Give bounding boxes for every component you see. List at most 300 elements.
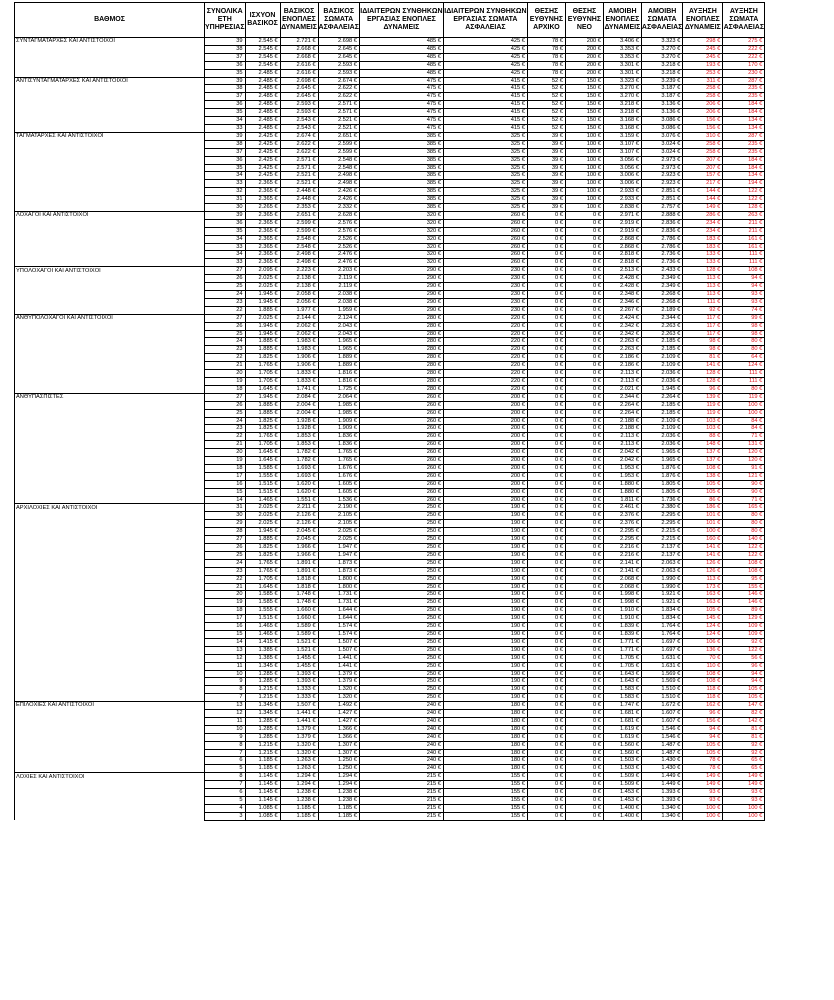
raise-security-cell: 99 € bbox=[723, 314, 765, 322]
raise-armed-cell: 286 € bbox=[683, 211, 723, 219]
special-armed-cell: 250 € bbox=[359, 599, 443, 607]
current-basic-cell: 1.215 € bbox=[245, 686, 280, 694]
position-initial-cell: 0 € bbox=[527, 678, 565, 686]
raise-armed-cell: 119 € bbox=[683, 401, 723, 409]
raise-armed-cell: 126 € bbox=[683, 559, 723, 567]
basic-security-cell: 1.836 € bbox=[318, 433, 359, 441]
position-new-cell: 0 € bbox=[565, 275, 603, 283]
current-basic-cell: 2.365 € bbox=[245, 259, 280, 267]
pay-security-cell: 1.340 € bbox=[641, 804, 682, 812]
table-row bbox=[15, 385, 765, 393]
basic-security-cell: 2.043 € bbox=[318, 330, 359, 338]
table-row bbox=[15, 148, 765, 156]
special-armed-cell: 385 € bbox=[359, 204, 443, 212]
special-security-cell: 200 € bbox=[443, 425, 527, 433]
raise-armed-cell: 100 € bbox=[683, 528, 723, 536]
position-initial-cell: 0 € bbox=[527, 630, 565, 638]
pay-security-cell: 2.036 € bbox=[641, 370, 682, 378]
position-new-cell: 100 € bbox=[565, 180, 603, 188]
special-armed-cell: 290 € bbox=[359, 267, 443, 275]
table-row bbox=[15, 630, 765, 638]
header-pay-security: ΑΜΟΙΒΗ ΣΩΜΑΤΑ ΑΣΦΑΛΕΙΑΣ bbox=[641, 3, 682, 38]
position-initial-cell: 0 € bbox=[527, 662, 565, 670]
pay-security-cell: 2.923 € bbox=[641, 180, 682, 188]
raise-security-cell: 91 € bbox=[723, 464, 765, 472]
pay-security-cell: 2.063 € bbox=[641, 567, 682, 575]
special-security-cell: 190 € bbox=[443, 583, 527, 591]
special-security-cell: 200 € bbox=[443, 488, 527, 496]
years-cell: 24 bbox=[205, 291, 246, 299]
special-armed-cell: 475 € bbox=[359, 124, 443, 132]
pay-security-cell: 2.786 € bbox=[641, 243, 682, 251]
pay-security-cell: 2.264 € bbox=[641, 393, 682, 401]
pay-armed-cell: 1.560 € bbox=[603, 749, 641, 757]
current-basic-cell: 1.705 € bbox=[245, 370, 280, 378]
pay-security-cell: 2.973 € bbox=[641, 164, 682, 172]
current-basic-cell: 1.085 € bbox=[245, 812, 280, 820]
years-cell: 22 bbox=[205, 354, 246, 362]
position-initial-cell: 0 € bbox=[527, 370, 565, 378]
position-new-cell: 0 € bbox=[565, 267, 603, 275]
table-row bbox=[15, 717, 765, 725]
basic-armed-cell: 1.891 € bbox=[280, 567, 318, 575]
basic-security-cell: 1.379 € bbox=[318, 678, 359, 686]
pay-security-cell: 1.965 € bbox=[641, 449, 682, 457]
position-new-cell: 0 € bbox=[565, 567, 603, 575]
special-armed-cell: 240 € bbox=[359, 725, 443, 733]
pay-armed-cell: 1.998 € bbox=[603, 599, 641, 607]
pay-armed-cell: 2.919 € bbox=[603, 219, 641, 227]
basic-security-cell: 2.498 € bbox=[318, 180, 359, 188]
pay-armed-cell: 2.818 € bbox=[603, 259, 641, 267]
years-cell: 32 bbox=[205, 188, 246, 196]
current-basic-cell: 1.765 € bbox=[245, 559, 280, 567]
grade-cell bbox=[15, 630, 205, 638]
basic-armed-cell: 1.333 € bbox=[280, 686, 318, 694]
pay-armed-cell: 3.107 € bbox=[603, 140, 641, 148]
pay-armed-cell: 2.042 € bbox=[603, 449, 641, 457]
grade-cell bbox=[15, 346, 205, 354]
special-armed-cell: 240 € bbox=[359, 741, 443, 749]
special-security-cell: 325 € bbox=[443, 172, 527, 180]
table-row bbox=[15, 773, 765, 781]
salary-table bbox=[14, 2, 765, 821]
pay-security-cell: 2.109 € bbox=[641, 425, 682, 433]
pay-security-cell: 2.063 € bbox=[641, 559, 682, 567]
position-initial-cell: 0 € bbox=[527, 654, 565, 662]
position-new-cell: 0 € bbox=[565, 457, 603, 465]
table-row bbox=[15, 235, 765, 243]
raise-armed-cell: 141 € bbox=[683, 544, 723, 552]
position-new-cell: 100 € bbox=[565, 164, 603, 172]
basic-armed-cell: 1.185 € bbox=[280, 804, 318, 812]
basic-armed-cell: 1.693 € bbox=[280, 464, 318, 472]
basic-armed-cell: 1.185 € bbox=[280, 812, 318, 820]
pay-armed-cell: 2.348 € bbox=[603, 291, 641, 299]
pay-security-cell: 3.136 € bbox=[641, 109, 682, 117]
special-security-cell: 200 € bbox=[443, 433, 527, 441]
pay-armed-cell: 2.428 € bbox=[603, 283, 641, 291]
special-armed-cell: 385 € bbox=[359, 140, 443, 148]
grade-cell: ΑΝΘΥΠΟΛΟΧΑΓΟΙ ΚΑΙ ΑΝΤΙΣΤΟΙΧΟΙ bbox=[15, 314, 205, 322]
special-security-cell: 190 € bbox=[443, 536, 527, 544]
years-cell: 29 bbox=[205, 520, 246, 528]
pay-armed-cell: 2.342 € bbox=[603, 330, 641, 338]
grade-cell bbox=[15, 607, 205, 615]
position-initial-cell: 0 € bbox=[527, 623, 565, 631]
pay-armed-cell: 2.186 € bbox=[603, 362, 641, 370]
position-initial-cell: 0 € bbox=[527, 243, 565, 251]
table-row bbox=[15, 204, 765, 212]
basic-armed-cell: 2.616 € bbox=[280, 69, 318, 77]
special-security-cell: 260 € bbox=[443, 243, 527, 251]
raise-security-cell: 122 € bbox=[723, 188, 765, 196]
basic-armed-cell: 1.660 € bbox=[280, 607, 318, 615]
special-security-cell: 190 € bbox=[443, 599, 527, 607]
grade-cell: ΛΟΧΑΓΟΙ ΚΑΙ ΑΝΤΙΣΤΟΙΧΟΙ bbox=[15, 211, 205, 219]
pay-armed-cell: 3.006 € bbox=[603, 180, 641, 188]
basic-armed-cell: 1.741 € bbox=[280, 385, 318, 393]
basic-security-cell: 1.605 € bbox=[318, 480, 359, 488]
raise-security-cell: 105 € bbox=[723, 686, 765, 694]
special-security-cell: 325 € bbox=[443, 180, 527, 188]
basic-security-cell: 1.676 € bbox=[318, 464, 359, 472]
current-basic-cell: 1.285 € bbox=[245, 725, 280, 733]
table-row bbox=[15, 464, 765, 472]
basic-security-cell: 1.427 € bbox=[318, 710, 359, 718]
raise-armed-cell: 156 € bbox=[683, 124, 723, 132]
years-cell: 38 bbox=[205, 140, 246, 148]
basic-armed-cell: 1.333 € bbox=[280, 694, 318, 702]
raise-armed-cell: 310 € bbox=[683, 132, 723, 140]
special-armed-cell: 260 € bbox=[359, 464, 443, 472]
pay-armed-cell: 3.056 € bbox=[603, 156, 641, 164]
basic-security-cell: 1.427 € bbox=[318, 717, 359, 725]
pay-armed-cell: 2.295 € bbox=[603, 528, 641, 536]
special-armed-cell: 260 € bbox=[359, 496, 443, 504]
special-armed-cell: 250 € bbox=[359, 591, 443, 599]
basic-armed-cell: 1.818 € bbox=[280, 583, 318, 591]
basic-armed-cell: 2.543 € bbox=[280, 124, 318, 132]
grade-cell bbox=[15, 733, 205, 741]
pay-security-cell: 1.697 € bbox=[641, 638, 682, 646]
special-armed-cell: 475 € bbox=[359, 101, 443, 109]
position-new-cell: 0 € bbox=[565, 733, 603, 741]
pay-armed-cell: 1.953 € bbox=[603, 472, 641, 480]
basic-security-cell: 2.599 € bbox=[318, 140, 359, 148]
special-armed-cell: 280 € bbox=[359, 346, 443, 354]
position-initial-cell: 78 € bbox=[527, 53, 565, 61]
pay-security-cell: 2.836 € bbox=[641, 219, 682, 227]
table-row bbox=[15, 172, 765, 180]
special-security-cell: 230 € bbox=[443, 306, 527, 314]
current-basic-cell: 2.025 € bbox=[245, 520, 280, 528]
current-basic-cell: 1.825 € bbox=[245, 544, 280, 552]
raise-security-cell: 100 € bbox=[723, 804, 765, 812]
pay-armed-cell: 2.376 € bbox=[603, 520, 641, 528]
table-row bbox=[15, 38, 765, 46]
pay-security-cell: 2.109 € bbox=[641, 417, 682, 425]
years-cell: 25 bbox=[205, 330, 246, 338]
position-initial-cell: 0 € bbox=[527, 781, 565, 789]
raise-armed-cell: 117 € bbox=[683, 314, 723, 322]
basic-armed-cell: 2.548 € bbox=[280, 243, 318, 251]
special-security-cell: 200 € bbox=[443, 449, 527, 457]
position-initial-cell: 0 € bbox=[527, 464, 565, 472]
table-row bbox=[15, 544, 765, 552]
raise-armed-cell: 105 € bbox=[683, 607, 723, 615]
raise-armed-cell: 234 € bbox=[683, 227, 723, 235]
position-initial-cell: 0 € bbox=[527, 725, 565, 733]
raise-security-cell: 287 € bbox=[723, 132, 765, 140]
grade-cell bbox=[15, 457, 205, 465]
pay-security-cell: 1.607 € bbox=[641, 710, 682, 718]
grade-cell bbox=[15, 615, 205, 623]
raise-security-cell: 155 € bbox=[723, 583, 765, 591]
current-basic-cell: 2.425 € bbox=[245, 156, 280, 164]
basic-security-cell: 2.119 € bbox=[318, 275, 359, 283]
raise-security-cell: 111 € bbox=[723, 259, 765, 267]
special-armed-cell: 475 € bbox=[359, 85, 443, 93]
position-new-cell: 150 € bbox=[565, 124, 603, 132]
basic-armed-cell: 2.616 € bbox=[280, 61, 318, 69]
special-security-cell: 325 € bbox=[443, 148, 527, 156]
position-initial-cell: 39 € bbox=[527, 188, 565, 196]
basic-security-cell: 1.320 € bbox=[318, 686, 359, 694]
years-cell: 20 bbox=[205, 591, 246, 599]
raise-armed-cell: 138 € bbox=[683, 472, 723, 480]
basic-armed-cell: 2.498 € bbox=[280, 251, 318, 259]
position-initial-cell: 0 € bbox=[527, 259, 565, 267]
grade-cell bbox=[15, 559, 205, 567]
basic-armed-cell: 2.448 € bbox=[280, 196, 318, 204]
grade-cell bbox=[15, 370, 205, 378]
table-row bbox=[15, 180, 765, 188]
special-security-cell: 200 € bbox=[443, 457, 527, 465]
basic-security-cell: 1.250 € bbox=[318, 757, 359, 765]
current-basic-cell: 1.215 € bbox=[245, 741, 280, 749]
years-cell: 8 bbox=[205, 741, 246, 749]
raise-armed-cell: 133 € bbox=[683, 251, 723, 259]
position-new-cell: 0 € bbox=[565, 686, 603, 694]
position-initial-cell: 0 € bbox=[527, 417, 565, 425]
pay-security-cell: 1.631 € bbox=[641, 662, 682, 670]
pay-armed-cell: 2.295 € bbox=[603, 536, 641, 544]
years-cell: 26 bbox=[205, 322, 246, 330]
special-armed-cell: 250 € bbox=[359, 686, 443, 694]
special-security-cell: 180 € bbox=[443, 741, 527, 749]
position-initial-cell: 0 € bbox=[527, 615, 565, 623]
years-cell: 25 bbox=[205, 551, 246, 559]
position-initial-cell: 0 € bbox=[527, 393, 565, 401]
raise-armed-cell: 78 € bbox=[683, 757, 723, 765]
position-new-cell: 0 € bbox=[565, 544, 603, 552]
position-initial-cell: 0 € bbox=[527, 449, 565, 457]
special-security-cell: 200 € bbox=[443, 409, 527, 417]
pay-security-cell: 2.349 € bbox=[641, 283, 682, 291]
basic-armed-cell: 2.138 € bbox=[280, 275, 318, 283]
pay-security-cell: 2.268 € bbox=[641, 291, 682, 299]
table-row bbox=[15, 45, 765, 53]
basic-security-cell: 2.105 € bbox=[318, 512, 359, 520]
position-initial-cell: 0 € bbox=[527, 401, 565, 409]
table-row bbox=[15, 599, 765, 607]
years-cell: 11 bbox=[205, 717, 246, 725]
special-security-cell: 425 € bbox=[443, 45, 527, 53]
position-initial-cell: 52 € bbox=[527, 124, 565, 132]
raise-security-cell: 100 € bbox=[723, 409, 765, 417]
special-armed-cell: 240 € bbox=[359, 749, 443, 757]
pay-armed-cell: 2.868 € bbox=[603, 243, 641, 251]
pay-armed-cell: 3.270 € bbox=[603, 85, 641, 93]
grade-cell bbox=[15, 670, 205, 678]
current-basic-cell: 1.145 € bbox=[245, 789, 280, 797]
special-armed-cell: 260 € bbox=[359, 425, 443, 433]
raise-security-cell: 80 € bbox=[723, 528, 765, 536]
position-initial-cell: 0 € bbox=[527, 520, 565, 528]
current-basic-cell: 1.345 € bbox=[245, 710, 280, 718]
position-new-cell: 0 € bbox=[565, 377, 603, 385]
special-security-cell: 190 € bbox=[443, 678, 527, 686]
basic-armed-cell: 1.263 € bbox=[280, 765, 318, 773]
table-row bbox=[15, 156, 765, 164]
raise-armed-cell: 128 € bbox=[683, 267, 723, 275]
raise-security-cell: 211 € bbox=[723, 219, 765, 227]
position-new-cell: 0 € bbox=[565, 338, 603, 346]
table-row bbox=[15, 377, 765, 385]
position-initial-cell: 0 € bbox=[527, 607, 565, 615]
basic-armed-cell: 2.571 € bbox=[280, 164, 318, 172]
basic-armed-cell: 1.966 € bbox=[280, 544, 318, 552]
pay-security-cell: 1.546 € bbox=[641, 725, 682, 733]
years-cell: 31 bbox=[205, 196, 246, 204]
basic-armed-cell: 2.448 € bbox=[280, 188, 318, 196]
pay-security-cell: 2.888 € bbox=[641, 211, 682, 219]
current-basic-cell: 2.365 € bbox=[245, 251, 280, 259]
header-position-new: ΘΕΣΗΣ ΕΥΘΥΝΗΣ ΝΕΟ bbox=[565, 3, 603, 38]
special-armed-cell: 320 € bbox=[359, 251, 443, 259]
special-security-cell: 190 € bbox=[443, 630, 527, 638]
raise-armed-cell: 311 € bbox=[683, 77, 723, 85]
raise-armed-cell: 183 € bbox=[683, 235, 723, 243]
raise-armed-cell: 124 € bbox=[683, 630, 723, 638]
special-security-cell: 180 € bbox=[443, 765, 527, 773]
special-armed-cell: 260 € bbox=[359, 457, 443, 465]
pay-armed-cell: 2.424 € bbox=[603, 314, 641, 322]
pay-armed-cell: 2.933 € bbox=[603, 196, 641, 204]
header-years: ΣΥΝΟΛΙΚΑ ΕΤΗ ΥΠΗΡΕΣΙΑΣ bbox=[205, 3, 246, 38]
raise-security-cell: 92 € bbox=[723, 741, 765, 749]
raise-security-cell: 111 € bbox=[723, 370, 765, 378]
header-basic-security: ΒΑΣΙΚΟΣ ΣΩΜΑΤΑ ΑΣΦΑΛΕΙΑΣ bbox=[318, 3, 359, 38]
special-security-cell: 325 € bbox=[443, 196, 527, 204]
grade-cell bbox=[15, 749, 205, 757]
years-cell: 10 bbox=[205, 670, 246, 678]
raise-armed-cell: 149 € bbox=[683, 204, 723, 212]
raise-armed-cell: 124 € bbox=[683, 623, 723, 631]
current-basic-cell: 1.385 € bbox=[245, 646, 280, 654]
table-row bbox=[15, 362, 765, 370]
table-row bbox=[15, 607, 765, 615]
raise-security-cell: 82 € bbox=[723, 710, 765, 718]
special-armed-cell: 260 € bbox=[359, 488, 443, 496]
position-new-cell: 0 € bbox=[565, 804, 603, 812]
raise-security-cell: 184 € bbox=[723, 101, 765, 109]
basic-security-cell: 2.426 € bbox=[318, 196, 359, 204]
pay-security-cell: 3.187 € bbox=[641, 93, 682, 101]
special-armed-cell: 260 € bbox=[359, 393, 443, 401]
position-initial-cell: 0 € bbox=[527, 267, 565, 275]
special-armed-cell: 250 € bbox=[359, 623, 443, 631]
grade-cell bbox=[15, 710, 205, 718]
special-armed-cell: 385 € bbox=[359, 164, 443, 172]
pay-security-cell: 3.086 € bbox=[641, 124, 682, 132]
special-security-cell: 415 € bbox=[443, 124, 527, 132]
table-row bbox=[15, 615, 765, 623]
grade-cell bbox=[15, 354, 205, 362]
grade-cell bbox=[15, 488, 205, 496]
raise-armed-cell: 156 € bbox=[683, 717, 723, 725]
table-row bbox=[15, 267, 765, 275]
years-cell: 3 bbox=[205, 812, 246, 820]
current-basic-cell: 1.645 € bbox=[245, 583, 280, 591]
position-new-cell: 0 € bbox=[565, 409, 603, 417]
special-armed-cell: 215 € bbox=[359, 781, 443, 789]
table-row bbox=[15, 164, 765, 172]
special-security-cell: 230 € bbox=[443, 283, 527, 291]
position-new-cell: 150 € bbox=[565, 101, 603, 109]
years-cell: 26 bbox=[205, 401, 246, 409]
table-row bbox=[15, 338, 765, 346]
raise-security-cell: 235 € bbox=[723, 93, 765, 101]
raise-security-cell: 100 € bbox=[723, 812, 765, 820]
special-security-cell: 190 € bbox=[443, 615, 527, 623]
basic-armed-cell: 1.238 € bbox=[280, 789, 318, 797]
special-armed-cell: 250 € bbox=[359, 694, 443, 702]
raise-security-cell: 93 € bbox=[723, 298, 765, 306]
grade-cell bbox=[15, 117, 205, 125]
pay-security-cell: 1.834 € bbox=[641, 607, 682, 615]
raise-security-cell: 90 € bbox=[723, 488, 765, 496]
pay-armed-cell: 1.705 € bbox=[603, 662, 641, 670]
position-new-cell: 0 € bbox=[565, 385, 603, 393]
basic-armed-cell: 1.507 € bbox=[280, 702, 318, 710]
grade-cell bbox=[15, 464, 205, 472]
special-armed-cell: 250 € bbox=[359, 512, 443, 520]
special-armed-cell: 280 € bbox=[359, 330, 443, 338]
grade-cell bbox=[15, 385, 205, 393]
current-basic-cell: 2.025 € bbox=[245, 512, 280, 520]
pay-armed-cell: 2.113 € bbox=[603, 441, 641, 449]
current-basic-cell: 1.645 € bbox=[245, 449, 280, 457]
years-cell: 37 bbox=[205, 53, 246, 61]
basic-armed-cell: 1.693 € bbox=[280, 472, 318, 480]
raise-security-cell: 111 € bbox=[723, 251, 765, 259]
current-basic-cell: 1.515 € bbox=[245, 488, 280, 496]
grade-cell bbox=[15, 757, 205, 765]
table-row bbox=[15, 638, 765, 646]
position-new-cell: 100 € bbox=[565, 196, 603, 204]
position-initial-cell: 0 € bbox=[527, 591, 565, 599]
basic-armed-cell: 1.521 € bbox=[280, 646, 318, 654]
special-armed-cell: 260 € bbox=[359, 441, 443, 449]
years-cell: 19 bbox=[205, 457, 246, 465]
basic-security-cell: 2.622 € bbox=[318, 85, 359, 93]
grade-cell bbox=[15, 409, 205, 417]
raise-security-cell: 84 € bbox=[723, 425, 765, 433]
position-new-cell: 0 € bbox=[565, 757, 603, 765]
grade-cell bbox=[15, 654, 205, 662]
